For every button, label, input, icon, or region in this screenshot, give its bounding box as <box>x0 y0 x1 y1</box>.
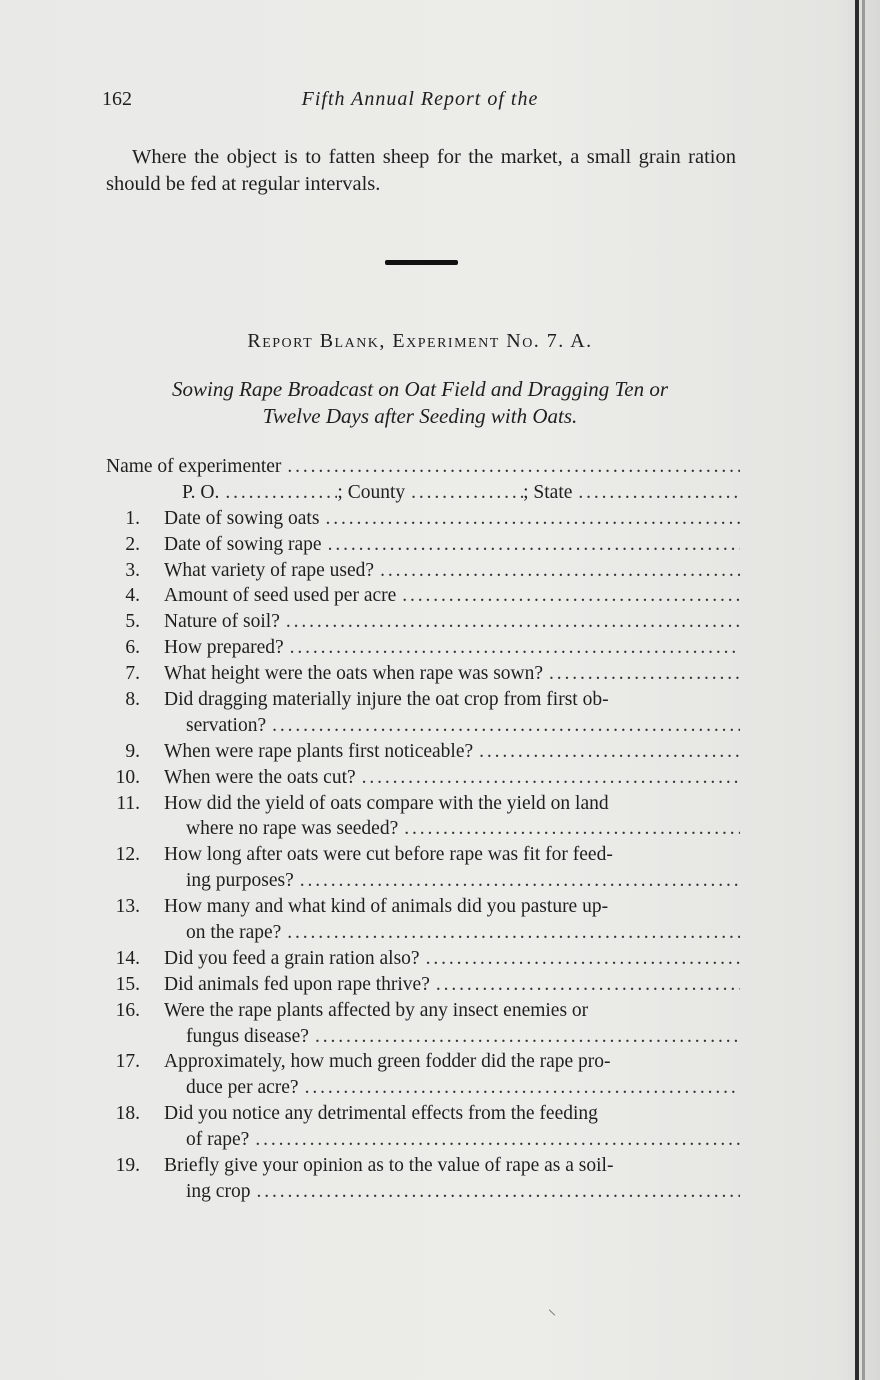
page-number: 162 <box>102 88 132 110</box>
report-blank-title: Report Blank, Experiment No. 7. A. <box>247 330 593 352</box>
answer-blank[interactable] <box>549 663 740 685</box>
answer-blank[interactable] <box>287 922 740 944</box>
question-number: 19. <box>115 1155 140 1177</box>
question-13-line-1 <box>100 896 740 922</box>
answer-blank[interactable] <box>272 715 740 737</box>
answer-blank[interactable] <box>426 948 740 970</box>
question-text: When were rape plants first noticeable? <box>164 740 474 762</box>
question-12-line-1 <box>100 844 740 870</box>
state-blank[interactable] <box>578 482 740 504</box>
answer-blank[interactable] <box>290 637 740 659</box>
answer-blank[interactable] <box>436 974 740 996</box>
answer-blank[interactable] <box>300 870 740 892</box>
question-text: ing purposes? <box>186 870 294 892</box>
subtitle-line-1: Sowing Rape Broadcast on Oat Field and Dragging Ten or <box>171 377 669 401</box>
section-divider-rule <box>385 260 458 265</box>
question-3-line-1 <box>100 560 740 586</box>
stray-mark <box>549 1309 555 1315</box>
question-text: where no rape was seeded? <box>186 818 399 840</box>
question-text: How prepared? <box>164 637 284 659</box>
question-number: 17. <box>115 1051 140 1073</box>
question-text: Date of sowing rape <box>164 533 322 555</box>
question-5-line-1 <box>100 611 740 637</box>
question-text: What height were the oats when rape was sown? <box>164 663 544 685</box>
question-text: Approximately, how much green fodder did the rape pro- <box>164 1051 611 1073</box>
question-text: Nature of soil? <box>164 611 280 633</box>
question-number: 4. <box>125 585 140 607</box>
question-number: 15. <box>115 973 140 995</box>
answer-blank[interactable] <box>256 1181 740 1203</box>
running-title: Fifth Annual Report of the <box>301 88 539 110</box>
county-blank[interactable] <box>411 482 523 504</box>
answer-blank[interactable] <box>255 1129 740 1151</box>
page-edge-shadow <box>855 0 859 1380</box>
answer-blank[interactable] <box>286 611 740 633</box>
question-11-line-2 <box>100 818 740 844</box>
question-number: 11. <box>116 792 140 814</box>
question-6-line-1 <box>100 637 740 663</box>
question-11-line-1 <box>100 793 740 819</box>
question-13-line-2 <box>100 922 740 948</box>
answer-blank[interactable] <box>305 1077 740 1099</box>
county-label: ; County <box>337 481 406 503</box>
question-15-line-1 <box>100 974 740 1000</box>
question-text: How many and what kind of animals did you pasture up- <box>164 896 609 918</box>
question-7-line-1 <box>100 663 740 689</box>
question-text: ing crop <box>186 1180 251 1202</box>
answer-blank[interactable] <box>479 741 740 763</box>
answer-blank[interactable] <box>380 560 740 582</box>
question-number: 6. <box>125 637 140 659</box>
question-text: Did you notice any detrimental effects from the feeding <box>164 1103 598 1125</box>
question-19-line-1 <box>100 1155 740 1181</box>
question-text: When were the oats cut? <box>164 766 356 788</box>
question-number: 3. <box>125 559 140 581</box>
page-edge-shadow-light <box>862 0 865 1380</box>
question-text: What variety of rape used? <box>164 559 375 581</box>
question-text: Date of sowing oats <box>164 507 320 529</box>
question-number: 14. <box>115 947 140 969</box>
question-4-line-1 <box>100 585 740 611</box>
question-text: on the rape? <box>186 922 282 944</box>
question-text: Did you feed a grain ration also? <box>164 947 420 969</box>
answer-blank[interactable] <box>402 585 740 607</box>
question-16-line-1 <box>100 1000 740 1026</box>
question-1-line-1 <box>100 508 740 534</box>
question-9-line-1 <box>100 741 740 767</box>
question-number: 10. <box>115 766 140 788</box>
question-number: 9. <box>125 740 140 762</box>
page-header <box>100 88 740 118</box>
po-label: P. O. <box>182 481 220 503</box>
experimenter-name-blank[interactable] <box>287 456 740 478</box>
question-text: Amount of seed used per acre <box>164 585 397 607</box>
question-number: 5. <box>125 611 140 633</box>
question-18-line-2 <box>100 1129 740 1155</box>
question-12-line-2 <box>100 870 740 896</box>
question-17-line-2 <box>100 1077 740 1103</box>
po-blank[interactable] <box>225 482 337 504</box>
subtitle-line-2: Twelve Days after Seeding with Oats. <box>262 404 578 428</box>
question-number: 7. <box>125 663 140 685</box>
question-2-line-1 <box>100 534 740 560</box>
question-14-line-1 <box>100 948 740 974</box>
question-text: duce per acre? <box>186 1077 299 1099</box>
intro-paragraph: Where the object is to fatten sheep for the market, a small grain ration should be fed at regular intervals. <box>106 146 736 195</box>
question-18-line-1 <box>100 1103 740 1129</box>
question-number: 16. <box>115 999 140 1021</box>
answer-blank[interactable] <box>315 1026 740 1048</box>
question-text: fungus disease? <box>186 1025 309 1047</box>
question-text: of rape? <box>186 1129 250 1151</box>
report-form <box>100 456 740 1207</box>
question-17-line-1 <box>100 1051 740 1077</box>
experimenter-name-label: Name of experimenter <box>106 456 282 477</box>
question-number: 12. <box>115 844 140 866</box>
question-10-line-1 <box>100 767 740 793</box>
question-number: 13. <box>115 896 140 918</box>
question-text: How long after oats were cut before rape was fit for feed- <box>164 844 613 866</box>
state-label: ; State <box>523 481 573 503</box>
question-text: servation? <box>186 714 267 736</box>
question-number: 2. <box>125 533 140 555</box>
question-8-line-1 <box>100 689 740 715</box>
question-16-line-2 <box>100 1026 740 1052</box>
answer-blank[interactable] <box>362 767 740 789</box>
question-text: Did animals fed upon rape thrive? <box>164 973 430 995</box>
question-number: 1. <box>125 507 140 529</box>
report-blank-subtitle <box>100 376 740 430</box>
answer-blank[interactable] <box>325 508 740 530</box>
answer-blank[interactable] <box>404 818 740 840</box>
address-line <box>100 482 740 508</box>
question-number: 8. <box>125 689 140 711</box>
question-text: Were the rape plants affected by any insect enemies or <box>164 999 589 1021</box>
question-8-line-2 <box>100 715 740 741</box>
question-text: How did the yield of oats compare with the yield on land <box>164 792 609 814</box>
question-number: 18. <box>115 1103 140 1125</box>
question-text: Did dragging materially injure the oat crop from first ob- <box>164 689 609 711</box>
question-text: Briefly give your opinion as to the value of rape as a soil- <box>164 1155 614 1177</box>
question-19-line-2 <box>100 1181 740 1207</box>
answer-blank[interactable] <box>328 534 740 556</box>
question-list <box>100 508 740 1207</box>
experimenter-name-line <box>100 456 740 482</box>
